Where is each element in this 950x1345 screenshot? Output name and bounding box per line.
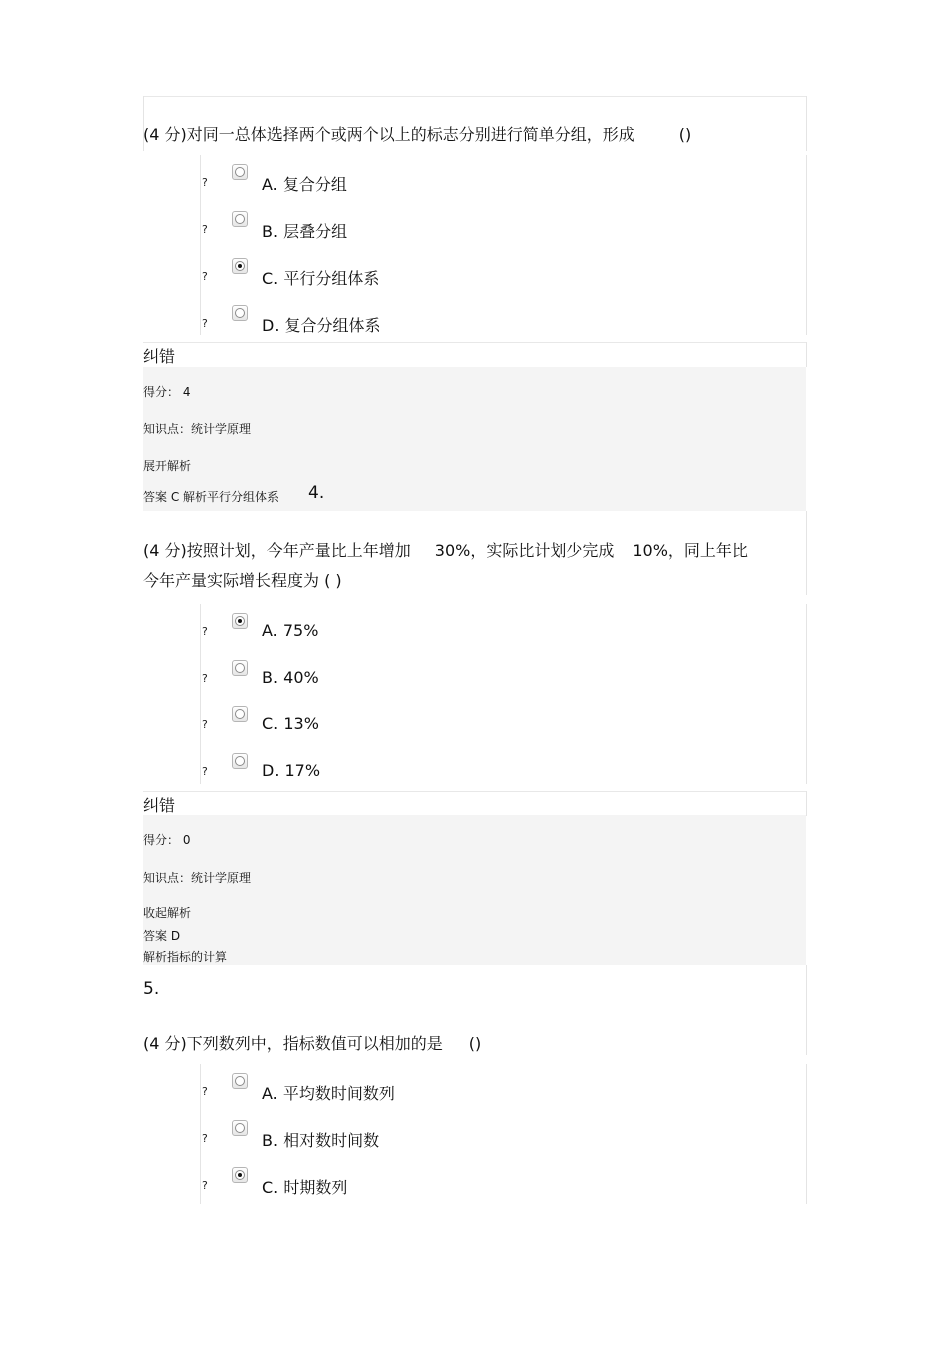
options-right-border xyxy=(806,604,807,784)
option-d[interactable] xyxy=(200,305,800,335)
options-right-border xyxy=(806,1064,807,1204)
option-marker: ? xyxy=(202,1085,208,1098)
question-right-border xyxy=(806,96,807,151)
question-4-stem: (4 分)按照计划，今年产量比上年增加 xyxy=(143,541,411,560)
question-3-paren: () xyxy=(678,125,692,144)
collapse-analysis-link[interactable]: 收起解析 xyxy=(143,906,192,920)
radio-button-selected[interactable] xyxy=(232,613,248,629)
feedback-top-border xyxy=(143,791,806,792)
answer-text: 答案 D xyxy=(143,929,181,943)
radio-button[interactable] xyxy=(232,1073,248,1089)
option-c[interactable] xyxy=(200,1167,800,1197)
option-marker: ? xyxy=(202,176,208,189)
question-top-border xyxy=(143,96,806,97)
option-marker: ? xyxy=(202,718,208,731)
report-error-link[interactable]: 纠错 xyxy=(143,796,176,815)
option-marker: ? xyxy=(202,270,208,283)
option-marker: ? xyxy=(202,223,208,236)
option-marker: ? xyxy=(202,1179,208,1192)
answer-text: 答案 C 解析平行分组体系 xyxy=(143,490,280,504)
option-d[interactable] xyxy=(200,753,800,783)
option-label: B. 层叠分组 xyxy=(262,222,348,241)
option-label: C. 13% xyxy=(262,714,319,733)
question-5-paren: () xyxy=(468,1034,482,1053)
option-marker: ? xyxy=(202,317,208,330)
option-label: C. 时期数列 xyxy=(262,1178,348,1197)
option-label: D. 复合分组体系 xyxy=(262,316,381,335)
knowledge-point: 知识点：统计学原理 xyxy=(143,422,252,436)
feedback-right-border xyxy=(806,342,807,367)
radio-button[interactable] xyxy=(232,211,248,227)
option-label: B. 相对数时间数 xyxy=(262,1131,380,1150)
question-5-stem: (4 分)下列数列中，指标数值可以相加的是 xyxy=(143,1034,443,1053)
option-label: D. 17% xyxy=(262,761,321,780)
option-b[interactable] xyxy=(200,211,800,241)
question-5-text xyxy=(143,1029,481,1059)
score-text: 得分： 4 xyxy=(143,385,191,399)
option-b[interactable] xyxy=(200,660,800,690)
analysis-text: 解析指标的计算 xyxy=(143,950,228,964)
score-text: 得分： 0 xyxy=(143,833,191,847)
option-marker: ? xyxy=(202,1132,208,1145)
option-marker: ? xyxy=(202,625,208,638)
option-label: C. 平行分组体系 xyxy=(262,269,380,288)
option-c[interactable] xyxy=(200,706,800,736)
question-right-border xyxy=(806,511,807,595)
option-a[interactable] xyxy=(200,164,800,194)
option-b[interactable] xyxy=(200,1120,800,1150)
radio-button-selected[interactable] xyxy=(232,1167,248,1183)
question-4-stem-part: 30%，实际比计划少完成 xyxy=(434,541,615,560)
report-error-link[interactable]: 纠错 xyxy=(143,347,176,366)
radio-button[interactable] xyxy=(232,1120,248,1136)
question-3-stem: (4 分)对同一总体选择两个或两个以上的标志分别进行简单分组，形成 xyxy=(143,125,635,144)
knowledge-point: 知识点：统计学原理 xyxy=(143,871,252,885)
question-4-stem-part: 10%，同上年比 xyxy=(632,541,748,560)
radio-button[interactable] xyxy=(232,164,248,180)
option-label: A. 复合分组 xyxy=(262,175,347,194)
expand-analysis-link[interactable]: 展开解析 xyxy=(143,459,192,473)
question-3-text xyxy=(143,120,691,150)
option-a[interactable] xyxy=(200,1073,800,1103)
option-label: A. 平均数时间数列 xyxy=(262,1084,395,1103)
option-c[interactable] xyxy=(200,258,800,288)
options-right-border xyxy=(806,155,807,335)
feedback-right-border xyxy=(806,791,807,816)
radio-button[interactable] xyxy=(232,305,248,321)
option-label: B. 40% xyxy=(262,668,319,687)
radio-button[interactable] xyxy=(232,753,248,769)
question-4-text-line2: 今年产量实际增长程度为 ( ) xyxy=(143,571,342,590)
analysis-panel xyxy=(143,815,806,965)
radio-button[interactable] xyxy=(232,660,248,676)
option-label: A. 75% xyxy=(262,621,319,640)
option-a[interactable] xyxy=(200,613,800,643)
question-right-border xyxy=(806,965,807,1055)
question-number: 4. xyxy=(308,483,325,503)
radio-button-selected[interactable] xyxy=(232,258,248,274)
option-marker: ? xyxy=(202,672,208,685)
question-4-text-line1 xyxy=(143,536,748,566)
feedback-top-border xyxy=(143,342,806,343)
option-marker: ? xyxy=(202,765,208,778)
question-number: 5. xyxy=(143,979,160,999)
radio-button[interactable] xyxy=(232,706,248,722)
